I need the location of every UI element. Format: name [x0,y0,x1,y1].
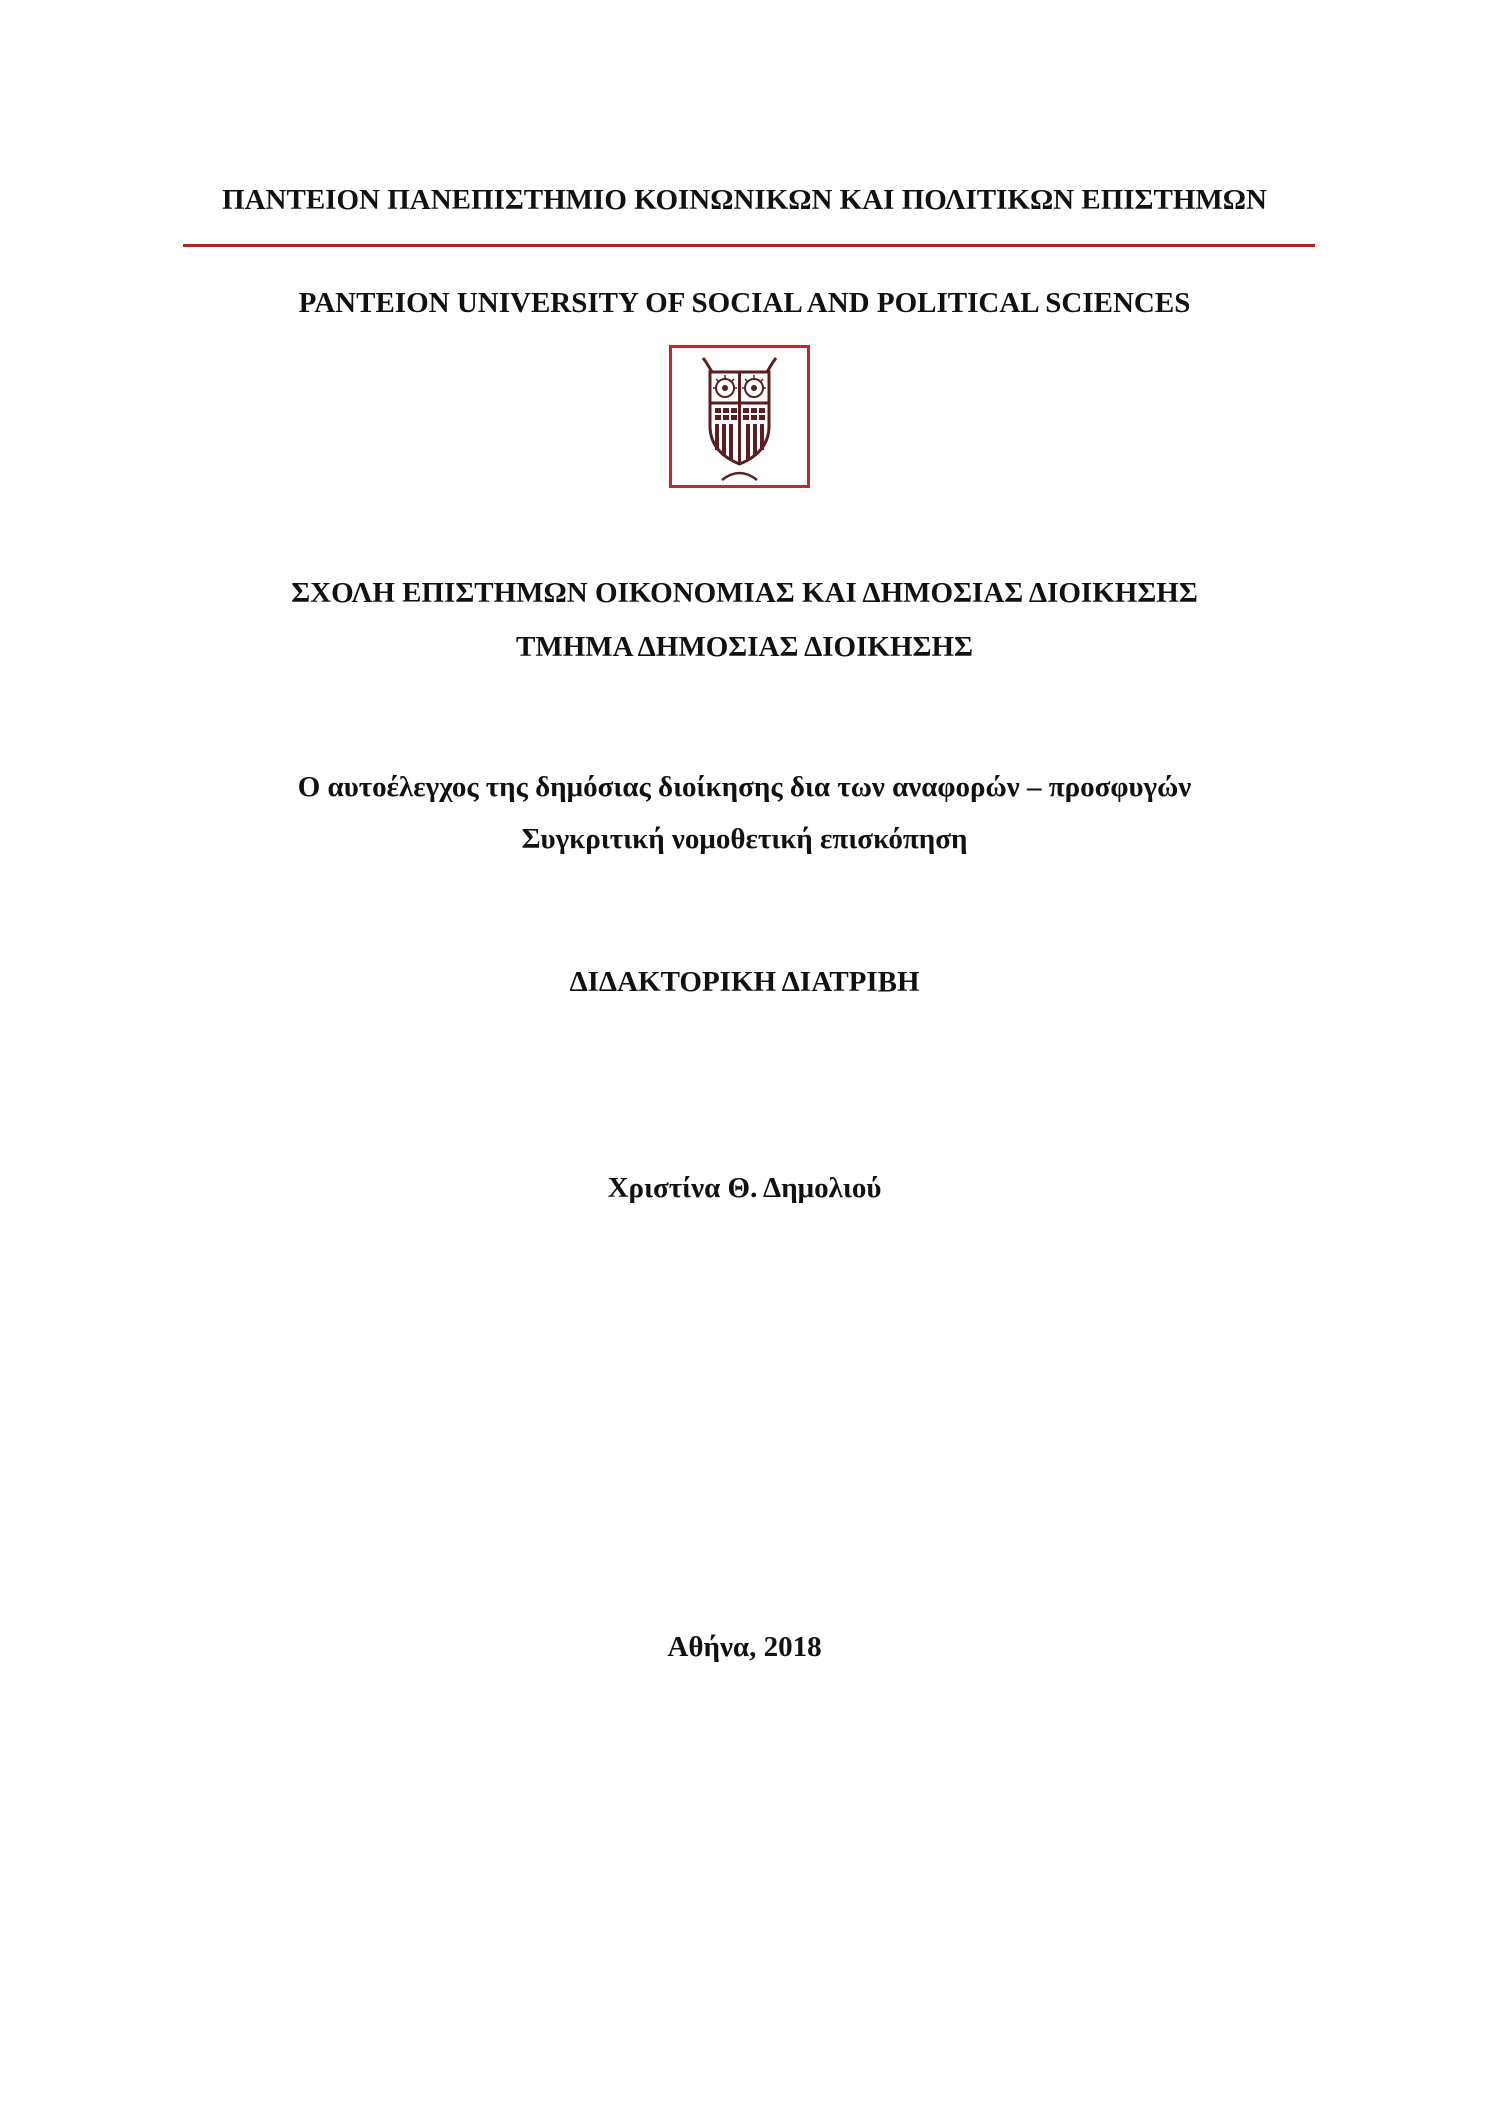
university-name-english: PANTEION UNIVERSITY OF SOCIAL AND POLITICAL SCIENCES [298,287,1191,319]
author-name: Χριστίνα Θ. Δημολιού [607,1172,882,1204]
school-name: ΣΧΟΛΗ ΕΠΙΣΤΗΜΩΝ ΟΙΚΟΝΟΜΙΑΣ ΚΑΙ ΔΗΜΟΣΙΑΣ ΔΙΟΙΚΗΣΗΣ [291,577,1198,609]
thesis-title: Ο αυτοέλεγχος της δημόσιας διοίκησης δια των αναφορών – προσφυγών [297,771,1192,803]
thesis-subtitle: Συγκριτική νομοθετική επισκόπηση [521,823,968,855]
thesis-type: ΔΙΔΑΚΤΟΡΙΚΗ ΔΙΑΤΡΙΒΗ [569,966,920,998]
department-name: ΤΜΗΜΑ ΔΗΜΟΣΙΑΣ ΔΙΟΙΚΗΣΗΣ [515,631,973,663]
header-divider [183,244,1315,247]
university-crest-icon [672,348,807,485]
university-logo [669,345,810,488]
place-date: Αθήνα, 2018 [667,1631,822,1663]
university-name-greek: ΠΑΝΤΕΙΟΝ ΠΑΝΕΠΙΣΤΗΜΙΟ ΚΟΙΝΩΝΙΚΩΝ ΚΑΙ ΠΟΛΙΤΙΚΩΝ ΕΠΙΣΤΗΜΩΝ [222,184,1267,216]
